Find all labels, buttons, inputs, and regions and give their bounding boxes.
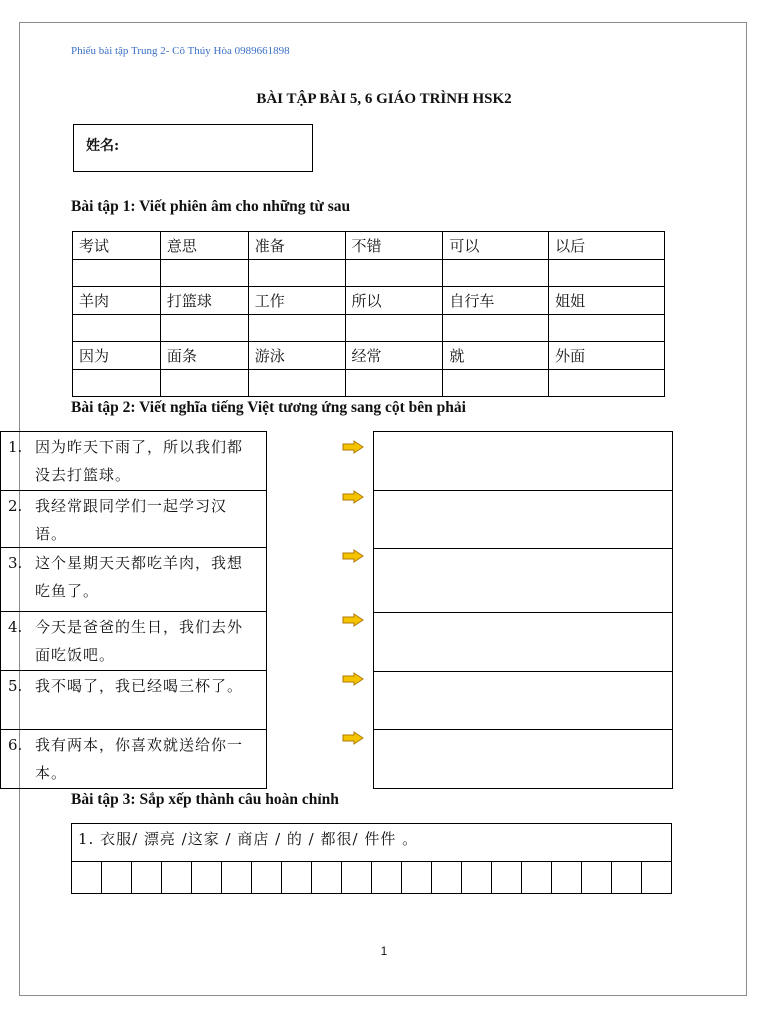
grid-cell[interactable] <box>162 862 192 894</box>
grid-cell[interactable] <box>102 862 132 894</box>
word-cell: 就 <box>443 342 549 370</box>
arrow-right-icon <box>342 672 364 686</box>
answer-box-5[interactable] <box>373 671 673 730</box>
grid-cell[interactable] <box>72 862 102 894</box>
word-cell: 游泳 <box>248 342 345 370</box>
sentence-number: 4. <box>8 618 23 636</box>
answer-cell[interactable] <box>443 315 549 342</box>
sentence-number: 5. <box>8 677 23 695</box>
word-cell: 外面 <box>549 342 665 370</box>
page-title: BÀI TẬP BÀI 5, 6 GIÁO TRÌNH HSK2 <box>256 91 512 107</box>
answer-row <box>73 370 665 397</box>
sentence-text: 我有两本，你喜欢就送给你一本。 <box>35 736 244 782</box>
grid-cell[interactable] <box>222 862 252 894</box>
sentence-number: 1. <box>8 438 23 456</box>
grid-cell[interactable] <box>132 862 162 894</box>
grid-cell[interactable] <box>402 862 432 894</box>
arrow-right-icon <box>342 731 364 745</box>
answer-cell[interactable] <box>549 370 665 397</box>
answer-cell[interactable] <box>248 315 345 342</box>
sentence-text: 我不喝了，我已经喝三杯了。 <box>35 677 244 695</box>
answer-cell[interactable] <box>160 260 248 287</box>
sentence-item-2 <box>0 490 267 548</box>
word-cell: 羊肉 <box>73 287 161 315</box>
exercise-1-table <box>72 231 665 397</box>
word-cell: 准备 <box>248 232 345 260</box>
answer-cell[interactable] <box>248 260 345 287</box>
grid-cell[interactable] <box>552 862 582 894</box>
answer-cell[interactable] <box>549 260 665 287</box>
answer-cell[interactable] <box>73 370 161 397</box>
grid-cell[interactable] <box>642 862 671 894</box>
sentence-item-1 <box>0 431 267 491</box>
answer-cell[interactable] <box>160 370 248 397</box>
answer-cell[interactable] <box>345 260 443 287</box>
grid-cell[interactable] <box>282 862 312 894</box>
arrow-right-icon <box>342 440 364 454</box>
sentence-item-4 <box>0 611 267 671</box>
name-label: 姓名: <box>86 138 120 154</box>
sentence-item-3 <box>0 547 267 612</box>
grid-cell[interactable] <box>612 862 642 894</box>
answer-cell[interactable] <box>345 315 443 342</box>
word-cell: 不错 <box>345 232 443 260</box>
scrambled-sentence: 1. 衣服/ 漂亮 /这家 / 商店 / 的 / 都很/ 件件 。 <box>72 824 671 862</box>
word-row <box>73 287 665 315</box>
grid-cell[interactable] <box>192 862 222 894</box>
word-cell: 姐姐 <box>549 287 665 315</box>
sentence-number: 2. <box>8 497 23 515</box>
sentence-text: 这个星期天天都吃羊肉，我想吃鱼了。 <box>35 554 244 600</box>
arrow-right-icon <box>342 549 364 563</box>
answer-row <box>73 315 665 342</box>
word-cell: 打篮球 <box>160 287 248 315</box>
sentence-text: 今天是爸爸的生日，我们去外面吃饭吧。 <box>35 618 244 664</box>
exercise-2-heading: Bài tập 2: Viết nghĩa tiếng Việt tương ứng sang cột bên phải <box>71 399 466 416</box>
grid-cell[interactable] <box>252 862 282 894</box>
answer-box-2[interactable] <box>373 490 673 549</box>
word-cell: 以后 <box>549 232 665 260</box>
grid-cell[interactable] <box>342 862 372 894</box>
word-row <box>73 232 665 260</box>
page-header: Phiếu bài tập Trung 2- Cô Thúy Hòa 0989661898 <box>71 45 290 57</box>
answer-box-1[interactable] <box>373 431 673 491</box>
word-cell: 因为 <box>73 342 161 370</box>
grid-cell[interactable] <box>372 862 402 894</box>
page-number: 1 <box>380 944 388 958</box>
answer-cell[interactable] <box>73 315 161 342</box>
answer-box-3[interactable] <box>373 548 673 613</box>
sentence-number: 6. <box>8 736 23 754</box>
exercise-3-box <box>71 823 672 894</box>
word-row <box>73 342 665 370</box>
grid-cell[interactable] <box>462 862 492 894</box>
answer-cell[interactable] <box>443 260 549 287</box>
word-cell: 所以 <box>345 287 443 315</box>
answer-row <box>73 260 665 287</box>
grid-cell[interactable] <box>492 862 522 894</box>
word-cell: 考试 <box>73 232 161 260</box>
grid-cell[interactable] <box>432 862 462 894</box>
answer-grid[interactable] <box>72 862 671 894</box>
answer-cell[interactable] <box>345 370 443 397</box>
sentence-item-5 <box>0 670 267 730</box>
answer-cell[interactable] <box>248 370 345 397</box>
word-cell: 意思 <box>160 232 248 260</box>
answer-box-4[interactable] <box>373 612 673 672</box>
answer-box-6[interactable] <box>373 729 673 789</box>
exercise-3-heading: Bài tập 3: Sắp xếp thành câu hoàn chỉnh <box>71 791 339 808</box>
exercise-1-heading: Bài tập 1: Viết phiên âm cho những từ sau <box>71 198 351 215</box>
grid-cell[interactable] <box>312 862 342 894</box>
grid-cell[interactable] <box>582 862 612 894</box>
sentence-text: 我经常跟同学们一起学习汉语。 <box>35 497 228 543</box>
word-cell: 面条 <box>160 342 248 370</box>
word-cell: 工作 <box>248 287 345 315</box>
sentence-item-6 <box>0 729 267 789</box>
word-cell: 可以 <box>443 232 549 260</box>
word-cell: 自行车 <box>443 287 549 315</box>
word-cell: 经常 <box>345 342 443 370</box>
sentence-text: 因为昨天下雨了，所以我们都没去打篮球。 <box>35 438 244 484</box>
arrow-right-icon <box>342 490 364 504</box>
grid-cell[interactable] <box>522 862 552 894</box>
sentence-number: 3. <box>8 554 23 572</box>
answer-cell[interactable] <box>549 315 665 342</box>
name-box[interactable] <box>73 124 313 172</box>
answer-cell[interactable] <box>443 370 549 397</box>
answer-cell[interactable] <box>160 315 248 342</box>
arrow-right-icon <box>342 613 364 627</box>
answer-cell[interactable] <box>73 260 161 287</box>
